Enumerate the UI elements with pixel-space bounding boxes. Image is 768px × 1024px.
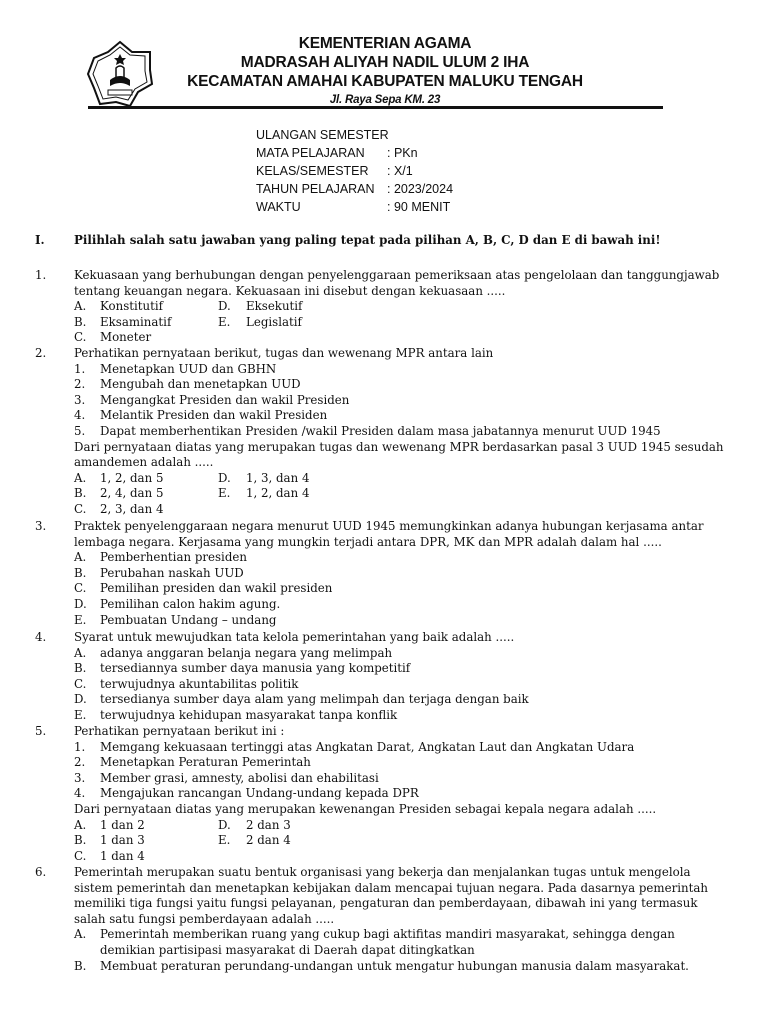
statement-number: 1. [74,739,86,754]
option-letter: B. [74,833,87,848]
exam-info-value: : 90 MENIT [387,200,451,214]
question-text-line: Perhatikan pernyataan berikut, tugas dan wewenang MPR antara lain [74,346,494,360]
question-text-line: Syarat untuk mewujudkan tata kelola pemerintahan yang baik adalah ..... [74,630,515,644]
option-text: Eksekutif [246,299,303,314]
option-text: 2, 3, dan 4 [100,502,164,516]
option-text: 2, 4, dan 5 [100,486,164,501]
option-text: 2 dan 3 [246,817,291,832]
question-number: 5. [35,724,47,738]
option-letter: C. [74,848,87,863]
statement-text: Mengubah dan menetapkan UUD [100,377,301,392]
exam-info-value: : PKn [387,146,418,160]
option-text: 1, 3, dan 4 [246,470,310,485]
option-text: Moneter [100,330,152,345]
question-text-line: Pemerintah merupakan suatu bentuk organisasi yang bekerja dan menjalankan tugas untuk mengelola [74,865,691,879]
option-letter: C. [74,502,87,516]
option-letter: E. [74,612,87,627]
option-text: Konstitutif [100,299,163,314]
statement-number: 5. [74,424,86,438]
question-text-line: Dari pernyataan diatas yang merupakan tugas dan wewenang MPR berdasarkan pasal 3 UUD 1945 sesudah [74,439,724,454]
question-text-line: Praktek penyelenggaraan negara menurut UUD 1945 memungkinkan adanya hubungan kerjasama antar [74,519,704,533]
option-text: terwujudnya kehidupan masyarakat tanpa konflik [100,708,398,722]
section-number: I. [35,233,45,247]
option-text: Pembuatan Undang – undang [100,612,277,627]
statement-number: 3. [74,770,86,785]
exam-info-label: TAHUN PELAJARAN [256,182,375,196]
option-letter: A. [74,645,87,660]
section-instruction: Pilihlah salah satu jawaban yang paling tepat pada pilihan A, B, C, D dan E di bawah ini! [74,233,661,247]
option-letter: A. [74,927,87,942]
option-letter: C. [74,676,87,691]
question-text-line: memiliki tiga fungsi yaitu fungsi pelayanan, pengaturan dan pemberdayaan, dibawah ini yang termasuk [74,896,698,911]
option-text: 1, 2, dan 4 [246,486,310,501]
option-text: tersedianya sumber daya alam yang melimpah dan terjaga dengan baik [100,692,529,707]
statement-number: 4. [74,408,86,423]
statement-text: Dapat memberhentikan Presiden /wakil Presiden dalam masa jabatannya menurut UUD 1945 [100,424,661,438]
question-text-line: Dari pernyataan diatas yang merupakan kewenangan Presiden sebagai kepala negara adalah ..... [74,802,657,816]
option-text: Legislatif [246,314,302,329]
question-number: 6. [35,865,47,879]
exam-info-label: WAKTU [256,200,301,214]
option-text: demikian partisipasi masyarakat di Daerah dapat ditingkatkan [100,943,475,957]
option-letter: A. [74,550,87,565]
option-letter: B. [74,565,87,580]
question-number: 2. [35,346,47,360]
statement-number: 3. [74,392,86,407]
question-text-line: lembaga negara. Kerjasama yang mungkin terjadi antara DPR, MK dan MPR adalah dalam hal ..... [74,534,662,549]
option-letter: C. [74,330,87,345]
option-letter: E. [218,833,231,848]
exam-info-label: MATA PELAJARAN [256,146,365,160]
exam-info-value: : 2023/2024 [387,182,454,196]
question-text-line: Perhatikan pernyataan berikut ini : [74,724,285,738]
option-letter: C. [74,581,87,596]
statement-number: 4. [74,786,86,801]
option-letter: E. [218,486,231,501]
statement-text: Menetapkan UUD dan GBHN [100,361,277,376]
option-text: 1, 2, dan 5 [100,470,164,485]
statement-text: Menetapkan Peraturan Pemerintah [100,755,311,770]
school-address: Jl. Raya Sepa KM. 23 [329,94,441,106]
option-letter: A. [74,817,87,832]
question-number: 3. [35,519,47,533]
option-text: Perubahan naskah UUD [100,565,244,580]
question-text-line: amandemen adalah ..... [74,455,214,470]
option-letter: D. [74,597,87,611]
statement-text: Memgang kekuasaan tertinggi atas Angkatan Darat, Angkatan Laut dan Angkatan Udara [100,739,635,754]
option-text: Pemilihan calon hakim agung. [100,597,281,611]
kemenag-emblem [86,40,154,108]
option-letter: B. [74,958,87,973]
statement-text: Mengajukan rancangan Undang-undang kepada DPR [100,786,419,801]
option-text: Membuat peraturan perundang-undangan untuk mengatur hubungan manusia dalam masyarakat. [100,958,689,973]
option-letter: A. [74,299,87,314]
option-text: Pemilihan presiden dan wakil presiden [100,581,333,596]
option-text: terwujudnya akuntabilitas politik [100,676,299,691]
statement-text: Melantik Presiden dan wakil Presiden [100,408,328,423]
statement-number: 2. [74,755,86,770]
letterhead-rule [88,106,663,109]
exam-info-value: : X/1 [387,164,413,178]
option-text: tersediannya sumber daya manusia yang kompetitif [100,661,411,676]
option-letter: B. [74,661,87,676]
option-text: Pemberhentian presiden [100,550,247,565]
statement-text: Member grasi, amnesty, abolisi dan ehabilitasi [100,770,379,785]
statement-text: Mengangkat Presiden dan wakil Presiden [100,392,350,407]
option-letter: D. [74,692,87,707]
option-letter: B. [74,486,87,501]
school-district: KECAMATAN AMAHAI KABUPATEN MALUKU TENGAH [187,73,583,90]
option-letter: D. [218,817,231,832]
school-name: MADRASAH ALIYAH NADIL ULUM 2 IHA [240,54,530,71]
option-letter: D. [218,470,231,485]
option-text: Eksaminatif [100,314,172,329]
statement-number: 1. [74,361,86,376]
option-letter: E. [218,314,231,329]
question-number: 1. [35,268,47,282]
question-number: 4. [35,630,47,644]
exam-title: ULANGAN SEMESTER [256,128,389,142]
exam-info-label: KELAS/SEMESTER [256,164,369,178]
option-letter: B. [74,314,87,329]
ministry-name: KEMENTERIAN AGAMA [298,35,472,52]
option-text: 2 dan 4 [246,833,291,848]
option-text: 1 dan 4 [100,848,145,863]
question-text-line: Kekuasaan yang berhubungan dengan penyelenggaraan pemeriksaan atas pengelolaan dan tanggungjawab [74,268,720,282]
question-text-line: salah satu fungsi pemberdayaan adalah ..... [74,911,335,926]
letterhead [0,0,768,112]
option-letter: E. [74,708,87,722]
option-text: adanya anggaran belanja negara yang melimpah [100,645,393,660]
option-text: Pemerintah memberikan ruang yang cukup bagi aktifitas mandiri masyarakat, sehingga dengan [100,927,675,942]
option-text: 1 dan 3 [100,833,145,848]
option-letter: D. [218,299,231,314]
question-text-line: tentang keuangan negara. Kekuasaan ini disebut dengan kekuasaan ..... [74,283,506,298]
option-text: 1 dan 2 [100,817,145,832]
option-letter: A. [74,470,87,485]
statement-number: 2. [74,377,86,392]
question-text-line: sistem pemerintah dan menetapkan kebijakan dalam mencapai tujuan negara. Pada dasarnya pemerintah [74,880,708,895]
